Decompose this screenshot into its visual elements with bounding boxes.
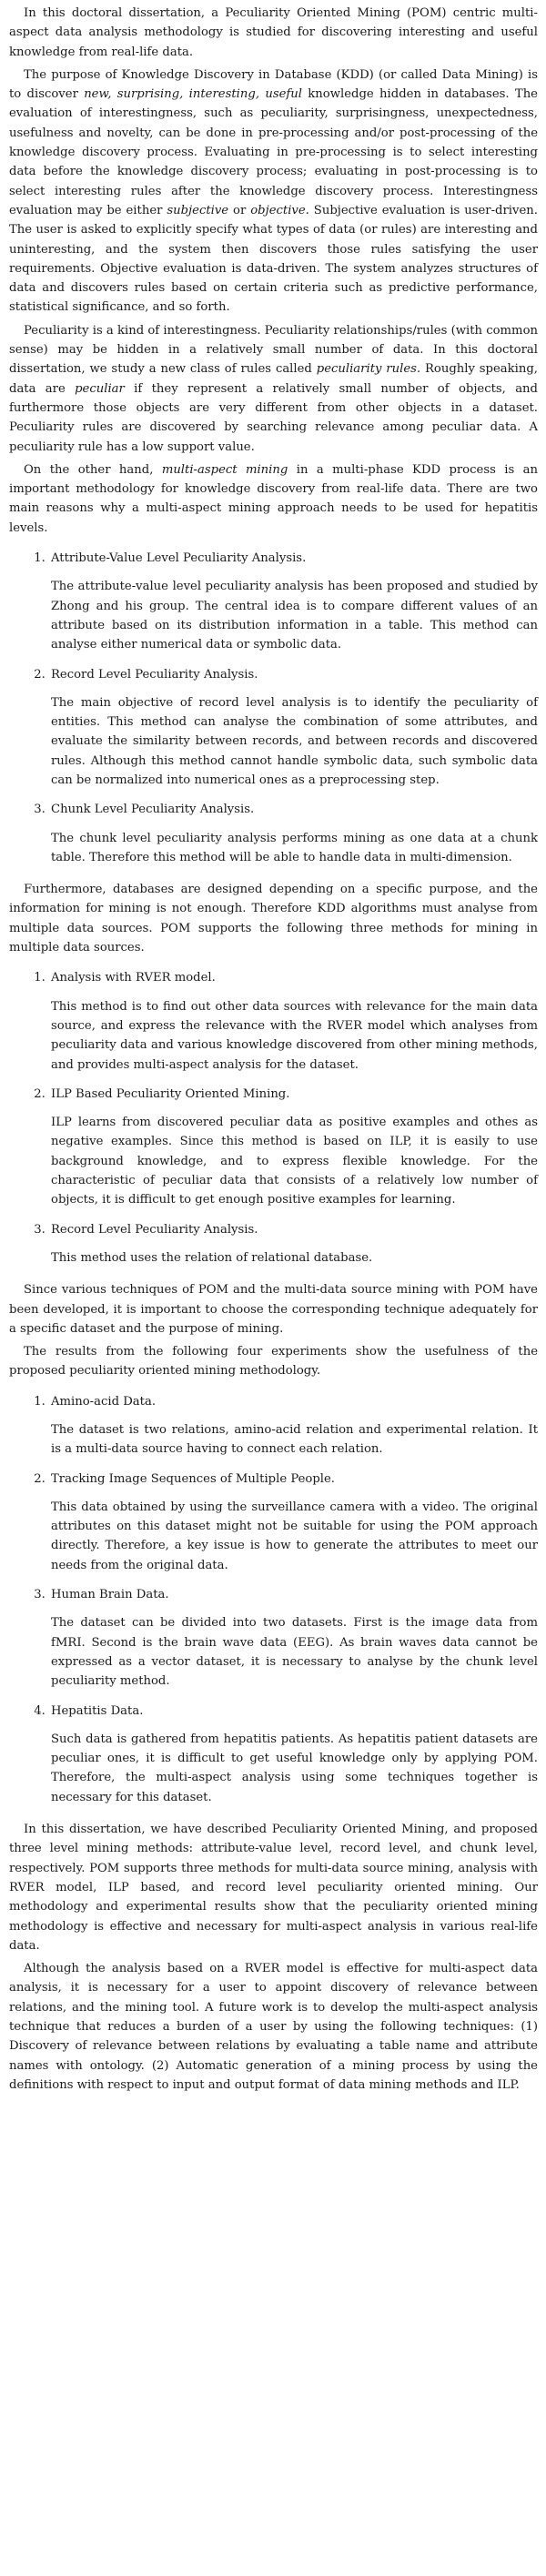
text-run: On the other hand, xyxy=(24,462,162,477)
list-item-body: This data obtained by using the surveillance camera with a video. The original attributes on this dataset might not be suitable for using the POM approach directly. Therefore, a key issue is how to generate the attributes to meet our needs from the original data. xyxy=(51,1500,538,1572)
list-item xyxy=(49,968,538,1074)
text-run: Furthermore, databases are designed depending on a specific purpose, and the information for mining is not enough. Therefore KDD algorithms must analyse from multiple data sources. POM supports the following three methods for mining in multiple data sources. xyxy=(9,883,538,955)
text-run: In this doctoral dissertation, a Peculiarity Oriented Mining (POM) centric multi-aspect data analysis methodology is studied for discovering interesting and useful knowledge from real-life data. xyxy=(9,6,538,59)
paragraph xyxy=(9,4,538,62)
text-run: Although the analysis based on a RVER model is effective for multi-aspect data analysis, it is necessary for a user to appoint discovery of relevance between relations, and the mining tool. A future work is to develop the multi-aspect analysis technique that reduces a burden of a user by using the following techniques: (1) Discovery of relevance between relations by evaluating a table name and attribute names with ontology. (2) Automatic generation of a mining process by using the definitions with respect to input and output format of data mining methods and ILP. xyxy=(9,1962,538,2092)
list-item xyxy=(49,1585,538,1691)
list-item-title: 3. Chunk Level Peculiarity Analysis. xyxy=(51,803,255,817)
list-item-body: This method is to find out other data sources with relevance for the main data source, and express the relevance with the RVER model which analyses from peculiarity data and various knowledge discovered from other mining methods, and provides multi-aspect analysis for the dataset. xyxy=(51,999,538,1072)
list-item-title: 2. Tracking Image Sequences of Multiple People. xyxy=(51,1471,335,1486)
text-run: Roughly speaking, data are xyxy=(9,362,539,396)
list-item-title: 2. Record Level Peculiarity Analysis. xyxy=(51,667,258,682)
list-item-body: This method uses the relation of relational database. xyxy=(51,1250,373,1265)
text-run: knowledge hidden in databases. The evaluation of interestingness, such as peculiarity, surprisingness, unexpectedness, usefulness and novelty, can be done in pre-processing and/or post-processing of the knowledge discovery process. Evaluating in pre-processing is to select interesting data before the knowledge discovery process; evaluating in post-processing is to select interesting rules after the knowledge discovery process. Interestingness evaluation may be either xyxy=(9,87,538,217)
text-run: in a multi-phase KDD process is an important methodology for knowledge discovery from real-life data. There are two main reasons why a multi-aspect mining approach needs to be used for hepatitis levels. xyxy=(9,462,538,535)
list-item-title: 3. Human Brain Data. xyxy=(51,1588,169,1602)
list-item xyxy=(49,1085,538,1210)
list-item-title: 1. Analysis with RVER model. xyxy=(51,971,216,985)
paragraph xyxy=(9,1959,538,2095)
text-run: Since various techniques of POM and the multi-data source mining with POM have been developed, it is important to choose the corresponding technique adequately for a specific dataset and the purpose of mining. xyxy=(9,1283,538,1336)
text-run: Peculiarity is a kind of interestingness. Peculiarity relationships/rules (with common sense) may be hidden in a relatively small number of data. In this doctoral dissertation, we study a new class of rules called xyxy=(9,323,538,377)
list-item-body: The dataset is two relations, amino-acid relation and experimental relation. It is a multi-data source having to connect each relation. xyxy=(51,1423,538,1457)
multi-source-methods-list xyxy=(9,968,538,1268)
list-item xyxy=(49,1702,538,1807)
text-run: In this dissertation, we have described Peculiarity Oriented Mining, and proposed three level mining methods: attribute-value level, record level, and chunk level, respectively. POM supports three methods for multi-data source mining, analysis with RVER model, ILP based, and record level peculiarity oriented mining. Our methodology and experimental results show that the peculiarity oriented mining methodology is effective and necessary for multi-aspect analysis in various real-life data. xyxy=(9,1823,538,1953)
paragraph xyxy=(9,1342,538,1381)
paragraph xyxy=(9,1280,538,1339)
paragraph xyxy=(9,66,538,318)
list-item-body: The attribute-value level peculiarity analysis has been proposed and studied by Zhong and his group. The central idea is to compare different values of an attribute based on its distribution information in a table. This method can analyse either numerical data or symbolic data. xyxy=(51,580,538,652)
list-item-body: ILP learns from discovered peculiar data as positive examples and othes as negative examples. Since this method is based on ILP, it is easily to use background knowledge, and to express flexible knowledge. For the characteristic of peculiar data that consists of a relatively low number of objects, it is difficult to get enough positive examples for learning. xyxy=(51,1116,538,1207)
list-item-title: 4. Hepatitis Data. xyxy=(51,1703,144,1718)
paragraph xyxy=(9,460,538,538)
emphasized-text: subjective xyxy=(167,203,229,217)
list-item-title: 2. ILP Based Peculiarity Oriented Mining. xyxy=(51,1086,290,1101)
list-item-title: 1. Amino-acid Data. xyxy=(51,1394,157,1409)
emphasized-text: objective. xyxy=(250,203,309,217)
experiments-list xyxy=(9,1392,538,1807)
paragraph xyxy=(9,1820,538,1955)
list-item xyxy=(49,1220,538,1268)
list-item-title: 3. Record Level Peculiarity Analysis. xyxy=(51,1222,258,1237)
list-item-body: The main objective of record level analysis is to identify the peculiarity of entities. This method can analyse the combination of some attributes, and evaluate the similarity between records, and between records and discovered rules. Although this method cannot handle symbolic data, such symbolic data can be normalized into numerical ones as a preprocessing step. xyxy=(51,695,538,787)
text-run: Subjective evaluation is user-driven. The user is asked to explicitly specify what types of data (or rules) are interesting and uninteresting, and the system then discovers those rules satisfying the user requirements. Objective evaluation is data-driven. The system analyzes structures of data and discovers rules based on certain criteria such as predictive performance, statistical significance, and so forth. xyxy=(9,203,538,315)
list-item xyxy=(49,1470,538,1575)
emphasized-text: peculiar xyxy=(75,381,125,396)
peculiarity-levels-list xyxy=(9,549,538,867)
text-run: or xyxy=(228,203,251,217)
emphasized-text: peculiarity rules. xyxy=(316,362,421,377)
list-item-body: The dataset can be divided into two datasets. First is the image data from fMRI. Second is the brain wave data (EEG). As brain waves data cannot be expressed as a vector dataset, it is necessary to analyse by the chunk level peculiarity method. xyxy=(51,1616,538,1689)
list-item-body: Such data is gathered from hepatitis patients. As hepatitis patient datasets are peculiar ones, it is difficult to get useful knowledge only by applying POM. Therefore, the multi-aspect analysis using some techniques together is necessary for this dataset. xyxy=(51,1732,538,1804)
list-item-body: The chunk level peculiarity analysis performs mining as one data at a chunk table. Therefore this method will be able to handle data in multi-dimension. xyxy=(51,831,538,864)
text-run: The results from the following four experiments show the usefulness of the proposed peculiarity oriented mining methodology. xyxy=(9,1345,538,1379)
text-run: if they represent a relatively small number of objects, and furthermore those objects are very different from other objects in a dataset. Peculiarity rules are discovered by searching relevance among peculiar data. A peculiarity rule has a low support value. xyxy=(9,381,538,454)
list-item xyxy=(49,1392,538,1460)
text-run: The purpose of Knowledge Discovery in Database (KDD) (or called Data Mining) is to discover xyxy=(9,67,538,102)
paragraph xyxy=(9,880,538,957)
list-item xyxy=(49,665,538,791)
list-item-title: 1. Attribute-Value Level Peculiarity Analysis. xyxy=(51,551,307,566)
emphasized-text: new, surprising, interesting, useful xyxy=(84,87,302,102)
list-item xyxy=(49,800,538,867)
paragraph xyxy=(9,321,538,457)
list-item xyxy=(49,549,538,654)
emphasized-text: multi-aspect mining xyxy=(161,462,288,477)
